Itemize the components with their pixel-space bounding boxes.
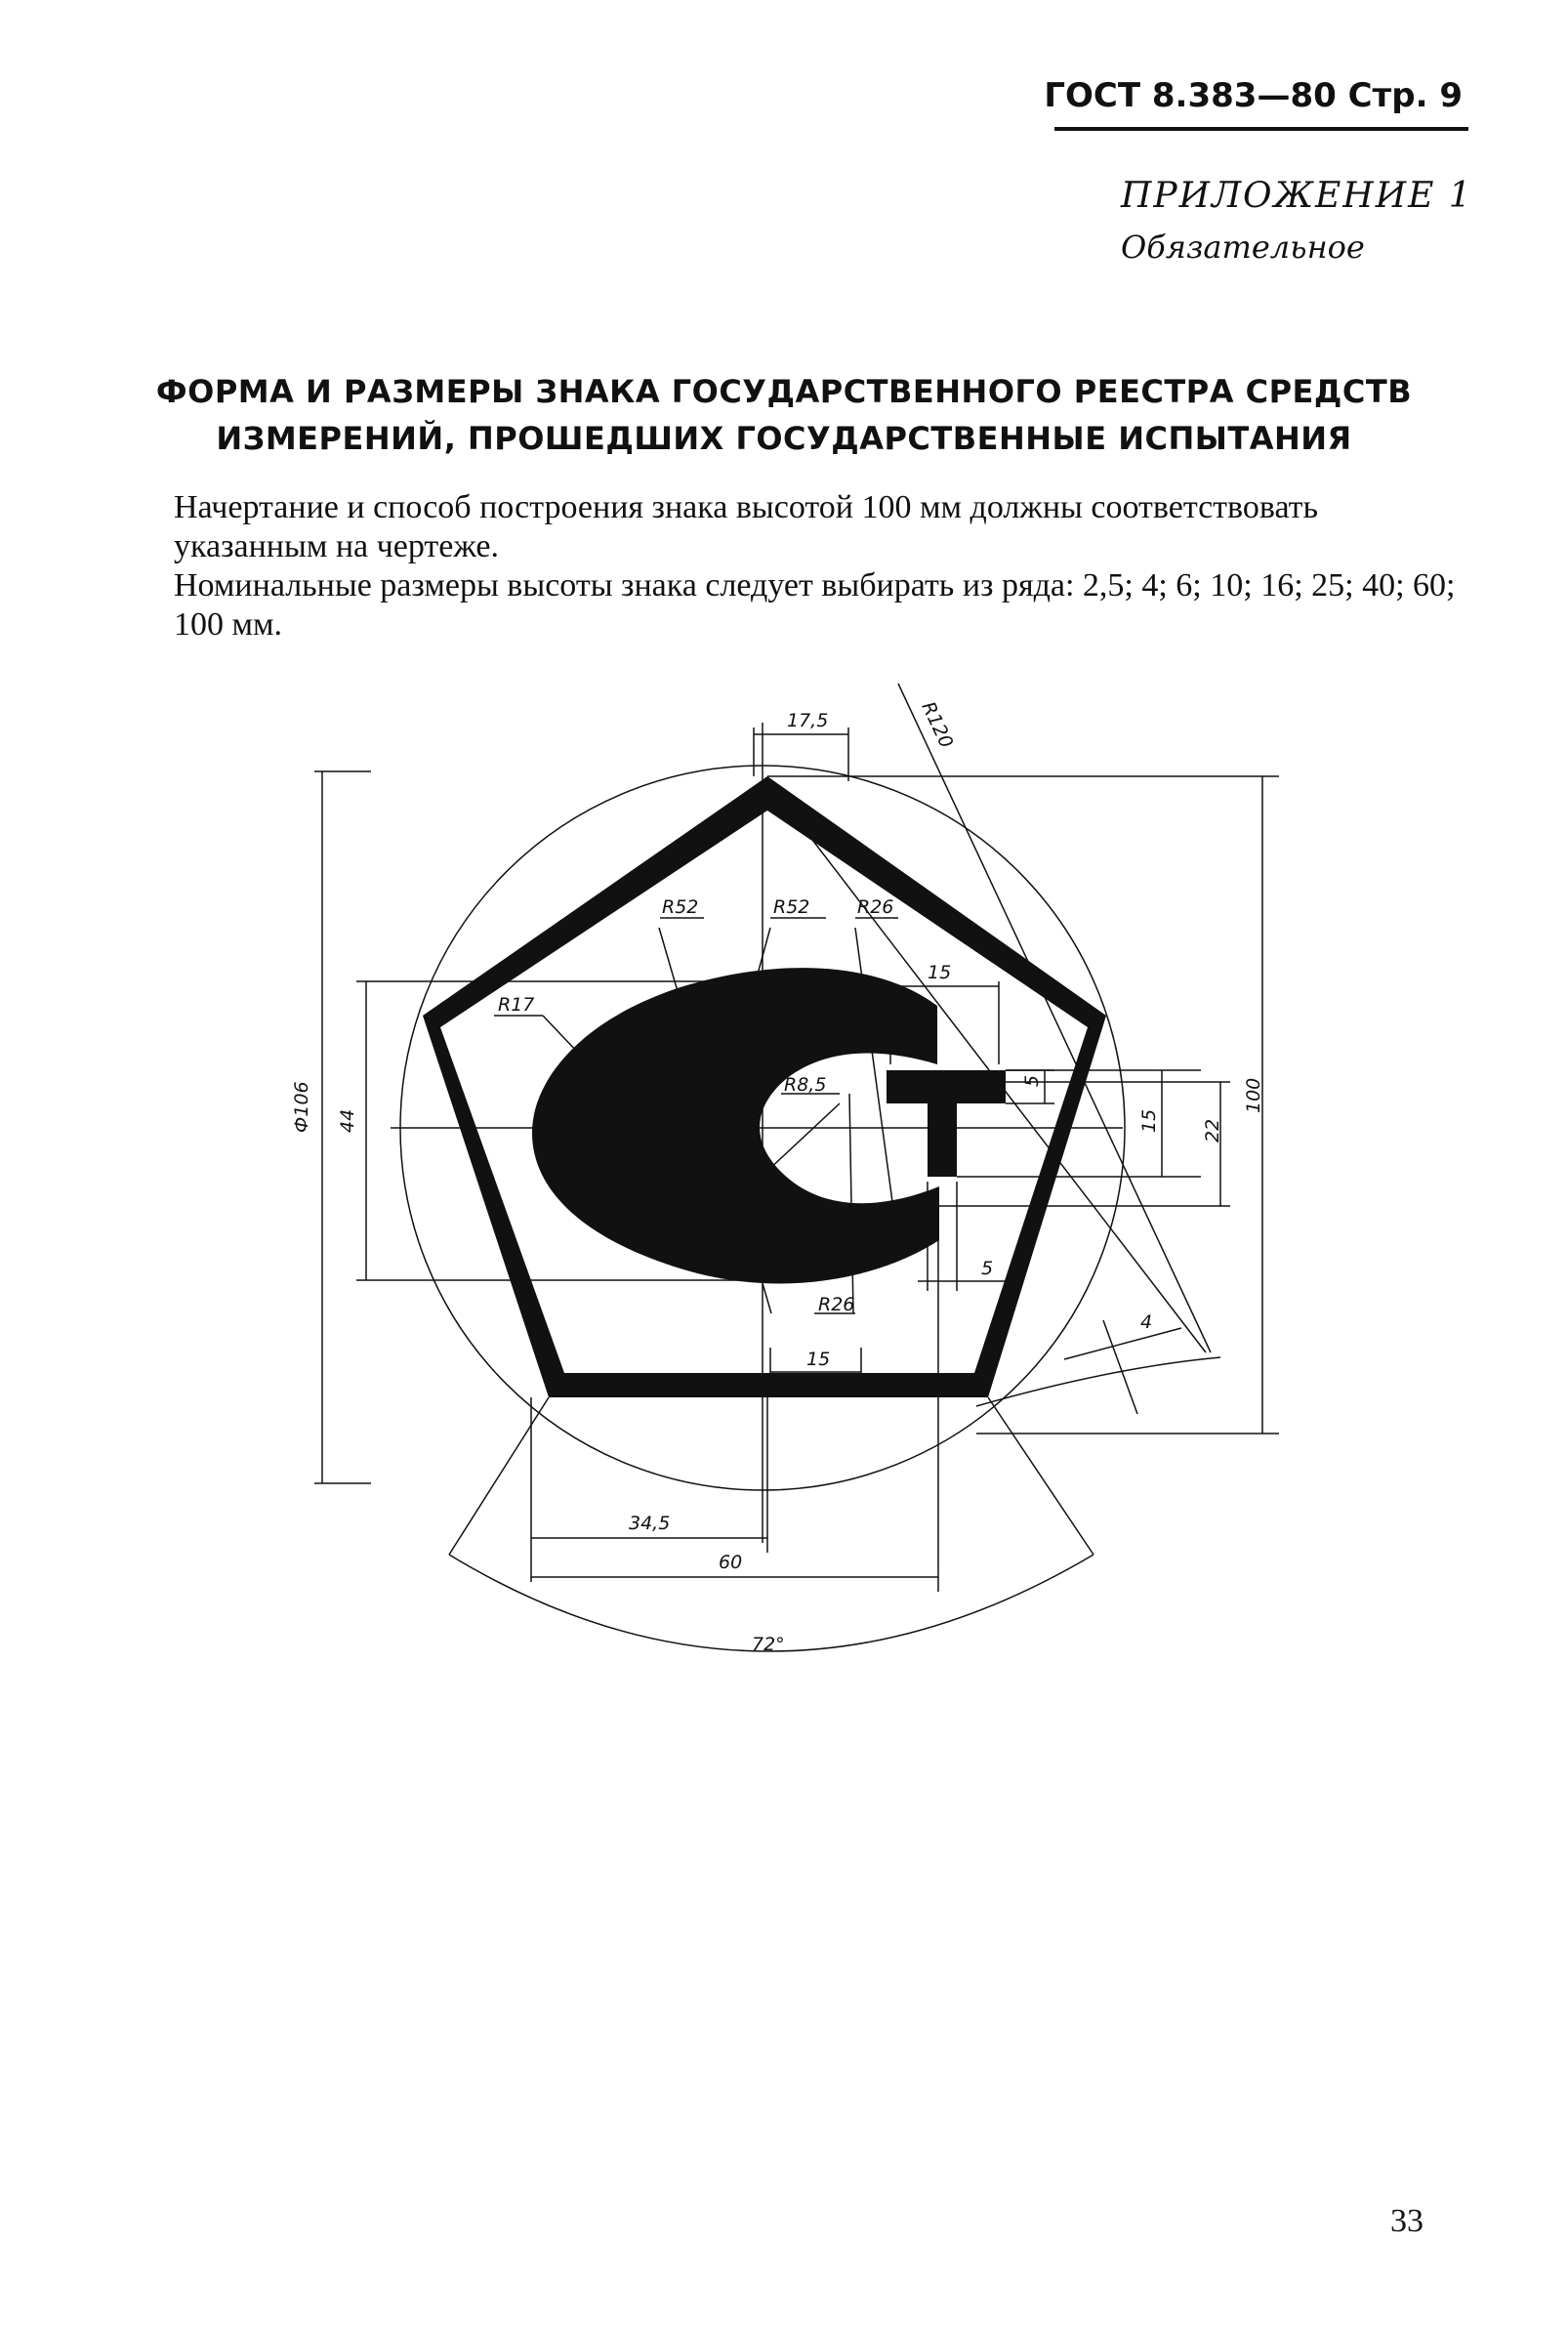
body-paragraph-1: Начертание и способ построения знака высотой 100 мм должны соответствовать указанным на чертеже.	[174, 489, 1319, 564]
dim-r26-top: R26	[857, 896, 894, 918]
dim-15-right: 15	[1138, 1108, 1160, 1133]
r8-5-line	[766, 1103, 840, 1172]
dim-17-5: 17,5	[787, 710, 829, 731]
dim-22: 22	[1202, 1118, 1223, 1143]
dim-r26-bottom: R26	[818, 1294, 855, 1315]
appendix-subtitle: Обязательное	[1121, 229, 1365, 266]
dim-15-bottom: 15	[806, 1349, 831, 1370]
body-paragraph-2: Номинальные размеры высоты знака следует выбирать из ряда: 2,5; 4; 6; 10; 16; 25; 40; 60; 100 мм.	[174, 567, 1456, 643]
t-shape	[887, 1070, 1006, 1177]
dim-r17: R17	[498, 994, 535, 1016]
appendix-title: ПРИЛОЖЕНИЕ 1	[1121, 176, 1473, 216]
dim-5-bottom: 5	[981, 1258, 994, 1279]
dim-44: 44	[337, 1108, 358, 1133]
dim-72-degrees: 72°	[752, 1634, 785, 1655]
c-shape	[532, 968, 939, 1283]
c-letter-mark	[532, 968, 1006, 1283]
dim-r52-left: R52	[662, 896, 699, 918]
section-title-line-2: ИЗМЕРЕНИЙ, ПРОШЕДШИХ ГОСУДАРСТВЕННЫЕ ИСПЫТАНИЯ	[216, 420, 1352, 457]
dim-r8-5: R8,5	[784, 1074, 827, 1096]
dim-r120: R120	[917, 698, 958, 752]
document-header: ГОСТ 8.383—80 Стр. 9	[1044, 76, 1463, 115]
dim-4: 4	[1140, 1311, 1153, 1333]
dim-15-top: 15	[928, 962, 952, 983]
dim-100: 100	[1243, 1077, 1264, 1113]
page-number: 33	[1390, 2203, 1424, 2239]
dim-r52-right: R52	[773, 896, 810, 918]
dim-60: 60	[719, 1552, 743, 1573]
dim-phi106: Ф106	[291, 1081, 312, 1133]
section-title-line-1: ФОРМА И РАЗМЕРЫ ЗНАКА ГОСУДАРСТВЕННОГО РЕЕСТРА СРЕДСТВ	[155, 373, 1413, 410]
dim-34-5: 34,5	[629, 1513, 671, 1534]
r120-leader	[898, 684, 1211, 1352]
dim-5-right: 5	[1021, 1074, 1043, 1087]
